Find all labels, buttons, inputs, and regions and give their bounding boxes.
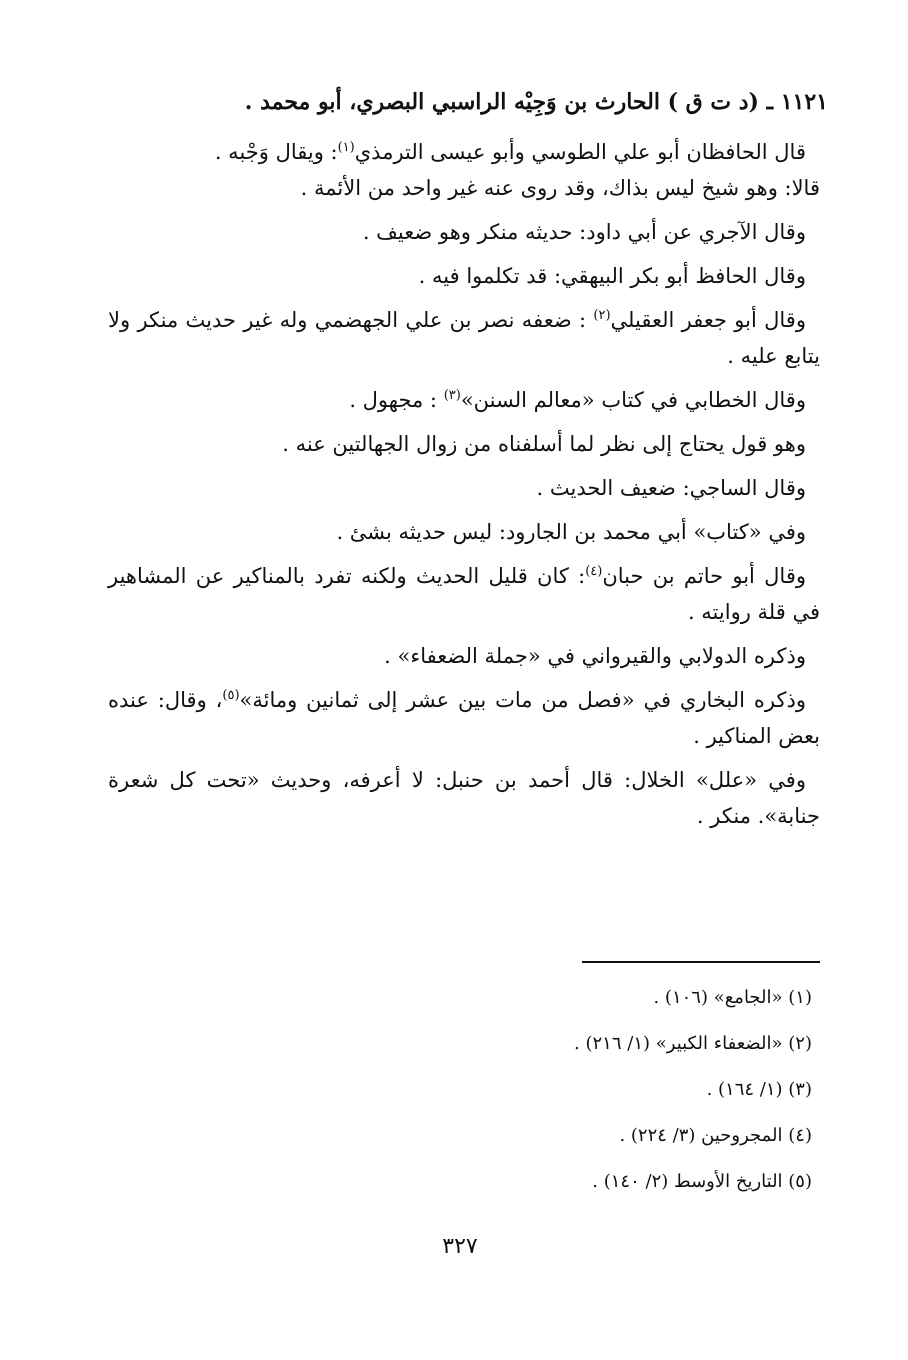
paragraph-4: وقال الحافظ أبو بكر البيهقي: قد تكلموا فيه . [418, 264, 806, 288]
paragraph-6-after: : مجهول . [349, 388, 444, 412]
footnote-4: (٤) المجروحين (٣/ ٢٢٤) . [619, 1125, 812, 1146]
paragraph-1 [108, 134, 820, 170]
footnote-3: (٣) (١/ ١٦٤) . [706, 1079, 812, 1100]
paragraph-5 [108, 302, 820, 374]
paragraph-8: وقال الساجي: ضعيف الحديث . [536, 476, 806, 500]
paragraph-2: قالا: وهو شيخ ليس بذاك، وقد روى عنه غير واحد من الأئمة . [300, 176, 820, 200]
paragraph-1-text: قال الحافظان أبو علي الطوسي وأبو عيسى الترمذي [354, 140, 806, 164]
paragraph-1-after: : ويقال وَجْبه . [214, 140, 338, 164]
footnote-ref-2: (٢) [593, 308, 611, 323]
footnote-ref-1: (١) [337, 140, 355, 155]
footnote-divider [582, 961, 820, 963]
paragraph-6-text: وقال الخطابي في كتاب «معالم السنن» [460, 388, 806, 412]
main-text [108, 84, 828, 842]
paragraph-10-after: : كان قليل الحديث ولكنه تفرد بالمناكير عن المشاهير في قلة روايته . [108, 564, 820, 624]
paragraph-5-after: : ضعفه نصر بن علي الجهضمي وله غير حديث منكر ولا يتابع عليه . [108, 308, 820, 368]
footnotes [450, 975, 812, 1205]
paragraph-11: وذكره الدولابي والقيرواني في «جملة الضعفاء» . [384, 644, 806, 668]
paragraph-6 [108, 382, 820, 418]
footnote-ref-5: (٥) [222, 688, 240, 703]
entry-heading: ١١٢١ ـ (د ت ق ) الحارث بن وَجِيْه الراسبي البصري، أبو محمد . [244, 89, 828, 115]
footnote-ref-3: (٣) [443, 388, 461, 403]
paragraph-10-text: وقال أبو حاتم بن حبان [602, 564, 806, 588]
paragraph-7: وهو قول يحتاج إلى نظر لما أسلفناه من زوال الجهالتين عنه . [282, 432, 806, 456]
paragraph-10 [108, 558, 820, 630]
paragraph-13: وفي «علل» الخلال: قال أحمد بن حنبل: لا أعرفه، وحديث «تحت كل شعرة جنابة». منكر . [108, 768, 820, 828]
paragraph-5-text: وقال أبو جعفر العقيلي [610, 308, 806, 332]
paragraph-12-after: ، وقال: عنده بعض المناكير . [108, 688, 820, 748]
page-number: ٣٢٧ [442, 1234, 478, 1259]
footnote-5: (٥) التاريخ الأوسط (٢/ ١٤٠) . [592, 1171, 812, 1192]
footnote-2: (٢) «الضعفاء الكبير» (١/ ٢١٦) . [574, 1033, 812, 1054]
footnote-1: (١) «الجامع» (١٠٦) . [653, 987, 812, 1008]
paragraph-3: وقال الآجري عن أبي داود: حديثه منكر وهو ضعيف . [362, 220, 806, 244]
paragraph-12-text: وذكره البخاري في «فصل من مات بين عشر إلى ثمانين ومائة» [239, 688, 806, 712]
footnote-ref-4: (٤) [585, 564, 603, 579]
paragraph-12 [108, 682, 820, 754]
paragraph-9: وفي «كتاب» أبي محمد بن الجارود: ليس حديثه بشئ . [336, 520, 806, 544]
